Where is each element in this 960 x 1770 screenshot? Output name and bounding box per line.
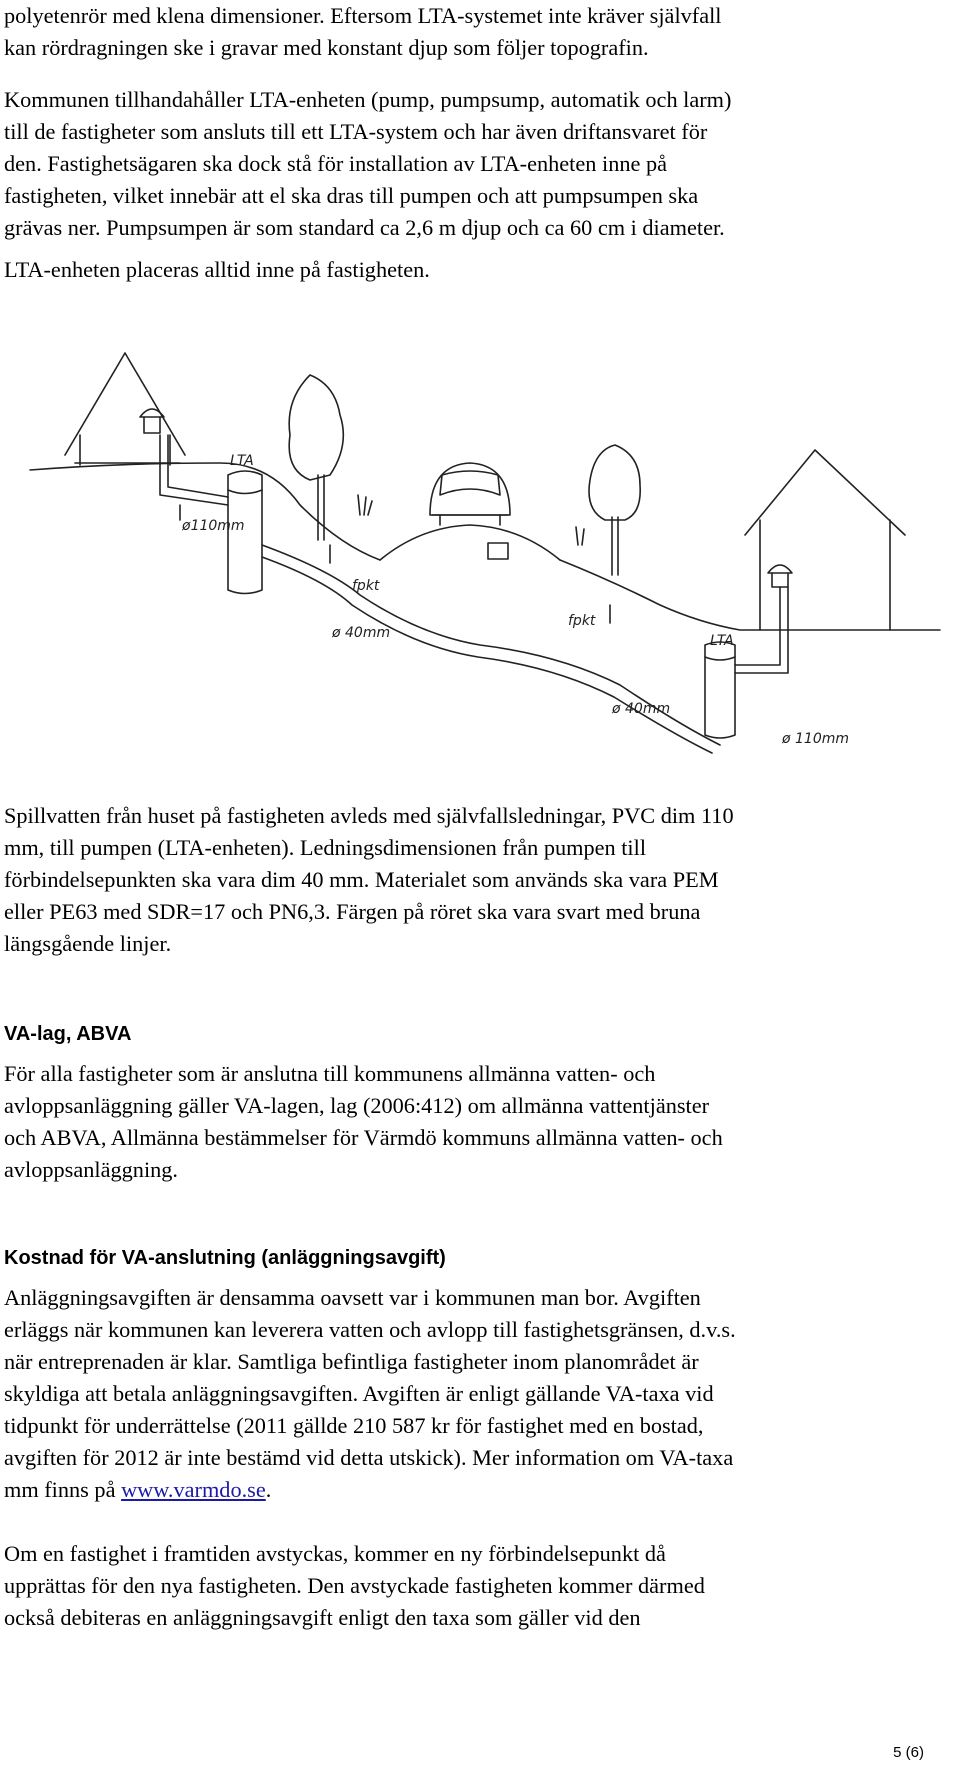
left-pump-dome <box>140 409 164 433</box>
avstyckning-paragraph <box>4 1538 939 1634</box>
spillvatten-paragraph <box>4 800 939 960</box>
label-d110-left: ø110mm <box>182 518 245 534</box>
text-line: Spillvatten från huset på fastigheten avleds med självfallsledningar, PVC dim 110 <box>4 803 734 828</box>
heading-kostnad: Kostnad för VA-anslutning (anläggningsavgift) <box>4 1247 446 1269</box>
ground-line-right <box>560 560 940 630</box>
text-line: tidpunkt för underrättelse (2011 gällde 210 587 kr för fastighet med en bostad, <box>4 1413 704 1438</box>
road-surface <box>380 525 560 560</box>
text-line: eller PE63 med SDR=17 och PN6,3. Färgen på röret ska vara svart med bruna <box>4 899 701 924</box>
text-line: Anläggningsavgiften är densamma oavsett var i kommunen man bor. Avgiften <box>4 1285 701 1310</box>
intro-paragraph <box>4 0 939 64</box>
text-line: upprättas för den nya fastigheten. Den avstyckade fastigheten kommer därmed <box>4 1573 705 1598</box>
text-line: avloppsanläggning gäller VA-lagen, lag (2006:412) om allmänna vattentjänster <box>4 1093 710 1118</box>
left-house <box>65 353 185 465</box>
right-tree <box>589 445 640 575</box>
valag-paragraph <box>4 1058 939 1186</box>
label-d40-right: ø 40mm <box>612 701 671 717</box>
page-number: 5 (6) <box>893 1744 924 1761</box>
text-line: förbindelsepunkten ska vara dim 40 mm. Materialet som används ska vara PEM <box>4 867 719 892</box>
placering-paragraph: LTA-enheten placeras alltid inne på fastigheten. <box>4 257 430 282</box>
right-house <box>745 450 905 630</box>
connection-box <box>488 543 508 559</box>
left-drop-pipe-2 <box>168 435 228 497</box>
text-line: polyetenrör med klena dimensioner. Eftersom LTA-systemet inte kräver självfall <box>4 3 722 28</box>
label-lta-left: LTA <box>230 453 254 469</box>
lta-system-drawing <box>0 305 960 775</box>
text-line: erläggs när kommunen kan leverera vatten och avlopp till fastighetsgränsen, d.v.s. <box>4 1317 736 1342</box>
text-line: För alla fastigheter som är anslutna till kommunens allmänna vatten- och <box>4 1061 656 1086</box>
text-line: den. Fastighetsägaren ska dock stå för installation av LTA-enheten inne på <box>4 151 668 176</box>
kostnad-paragraph <box>4 1282 939 1506</box>
right-drop-pipe <box>735 587 780 665</box>
label-fpkt-left: fpkt <box>352 578 380 594</box>
text-line: skyldiga att betala anläggningsavgiften. Avgiften är enligt gällande VA-taxa vid <box>4 1381 714 1406</box>
heading-valag: VA-lag, ABVA <box>4 1023 132 1045</box>
text-line: längsgående linjer. <box>4 931 172 956</box>
text-line: Om en fastighet i framtiden avstyckas, kommer en ny förbindelsepunkt då <box>4 1541 666 1566</box>
text-line: avloppsanläggning. <box>4 1157 179 1182</box>
text-line-end: . <box>265 1477 272 1502</box>
label-lta-right: LTA <box>710 633 734 649</box>
ground-line-left <box>30 463 380 560</box>
text-line: till de fastigheter som ansluts till ett LTA-system och har även driftansvaret för <box>4 119 708 144</box>
text-line: avgiften för 2012 är inte bestämd vid detta utskick). Mer information om VA-taxa <box>4 1445 734 1470</box>
text-line-start: mm finns på <box>4 1477 122 1502</box>
grass-tuft <box>576 527 584 545</box>
right-pump-dome <box>768 565 792 587</box>
text-line: fastigheten, vilket innebär att el ska dras till pumpen och att pumpsumpen ska <box>4 183 699 208</box>
text-line: också debiteras en anläggningsavgift enligt den taxa som gäller vid den <box>4 1605 641 1630</box>
label-d40-left: ø 40mm <box>332 625 391 641</box>
label-d110-right: ø 110mm <box>782 731 850 747</box>
grass-tuft <box>358 495 372 515</box>
varmdo-website-link[interactable]: www.varmdo.se <box>121 1477 266 1502</box>
label-fpkt-right: fpkt <box>568 613 596 629</box>
text-line: grävas ner. Pumpsumpen är som standard ca 2,6 m djup och ca 60 cm i diameter. <box>4 215 725 240</box>
right-lta-tank <box>705 642 735 738</box>
car <box>430 463 510 525</box>
left-tree <box>289 375 343 540</box>
text-line: Kommunen tillhandahåller LTA-enheten (pump, pumpsump, automatik och larm) <box>4 87 732 112</box>
text-line: kan rördragningen ske i gravar med konstant djup som följer topografin. <box>4 35 649 60</box>
kommunen-paragraph <box>4 84 939 244</box>
text-line: och ABVA, Allmänna bestämmelser för Värmdö kommuns allmänna vatten- och <box>4 1125 723 1150</box>
text-line: mm, till pumpen (LTA-enheten). Ledningsdimensionen från pumpen till <box>4 835 647 860</box>
text-line: när entreprenaden är klar. Samtliga befintliga fastigheter inom planområdet är <box>4 1349 699 1374</box>
pressure-pipe-lower <box>262 557 712 753</box>
